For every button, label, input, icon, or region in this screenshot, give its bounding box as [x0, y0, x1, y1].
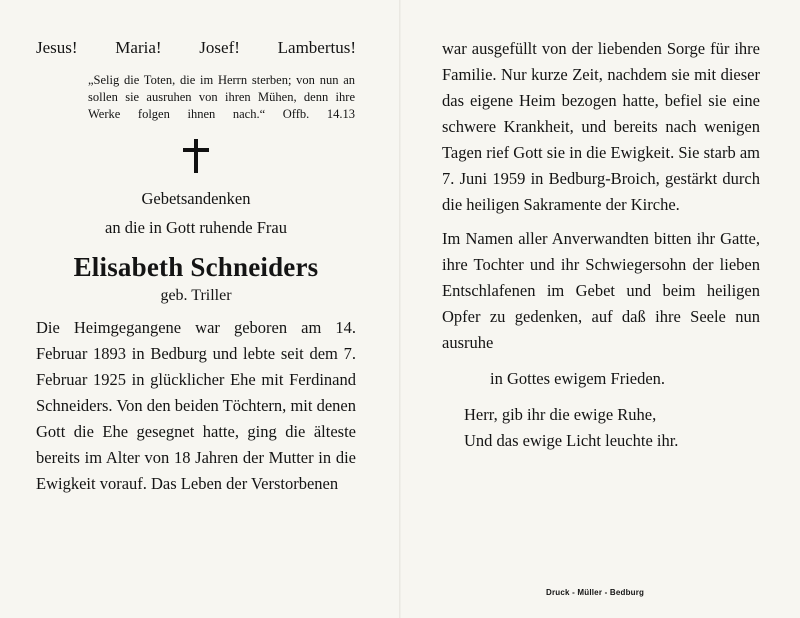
- heading: Gebetsandenken: [141, 189, 251, 208]
- invocation-lambertus: Lambertus!: [277, 38, 356, 57]
- invocation-josef: Josef!: [199, 38, 240, 57]
- left-panel: [36, 36, 356, 497]
- bible-quote: [88, 72, 355, 123]
- biography-text: Die Heimgegangene war geboren am 14. Februar 1893 in Bedburg und lebte seit dem 7. Februar 1925 in glücklicher Ehe mit Ferdinand Schneiders. Von den beiden Töchtern, mit denen Gott die Ehe gesegnet hatte, ging die älteste bereits im Alter von 18 Jahren der Mutter in die Ewigkeit vorauf. Das Leben der Verstorbenen: [36, 318, 356, 493]
- prayer-line-2: Und das ewige Licht leuchte ihr.: [464, 431, 679, 450]
- invocation-jesus: Jesus!: [36, 38, 78, 57]
- life-paragraph: war ausgefüllt von der liebenden Sorge für ihre Familie. Nur kurze Zeit, nachdem sie mit dieser das eigene Heim bezogen hatte, befiel sie eine schwere Krankheit, und bereits nach wenigen Tagen rief Gott sie in die Ewigkeit. Sie starb am 7. Juni 1959 in Bedburg-Broich, gestärkt durch die heiligen Sakramente der Kirche.: [442, 39, 760, 214]
- quote-reference: Offb. 14.13: [282, 107, 356, 121]
- cross-icon: [183, 139, 209, 173]
- subheading: an die in Gott ruhende Frau: [105, 218, 287, 237]
- prayer-line-1: Herr, gib ihr die ewige Ruhe,: [464, 405, 657, 424]
- closing-line: in Gottes ewigem Frieden.: [490, 369, 666, 388]
- invocation-maria: Maria!: [115, 38, 162, 57]
- printer-mark: Druck - Müller - Bedburg: [546, 588, 645, 597]
- right-panel: [442, 36, 760, 454]
- quote-text: „Selig die Toten, die im Herrn sterben; von nun an sollen sie ausruhen von ihren Mühen, denn ihre Werke folgen ihnen nach.“: [88, 73, 355, 121]
- deceased-name: Elisabeth Schneiders: [73, 252, 319, 282]
- request-paragraph: Im Namen aller Anverwandten bitten ihr Gatte, ihre Tochter und ihr Schwiegersohn der lieben Entschlafenen im Gebet und beim heiligen Opfer zu gedenken, auf daß ihre Seele nun ausruhe: [442, 229, 760, 352]
- prayer: [464, 402, 760, 454]
- maiden-name: geb. Triller: [160, 287, 232, 304]
- invocation-line: [36, 36, 356, 60]
- fold-line: [399, 0, 401, 618]
